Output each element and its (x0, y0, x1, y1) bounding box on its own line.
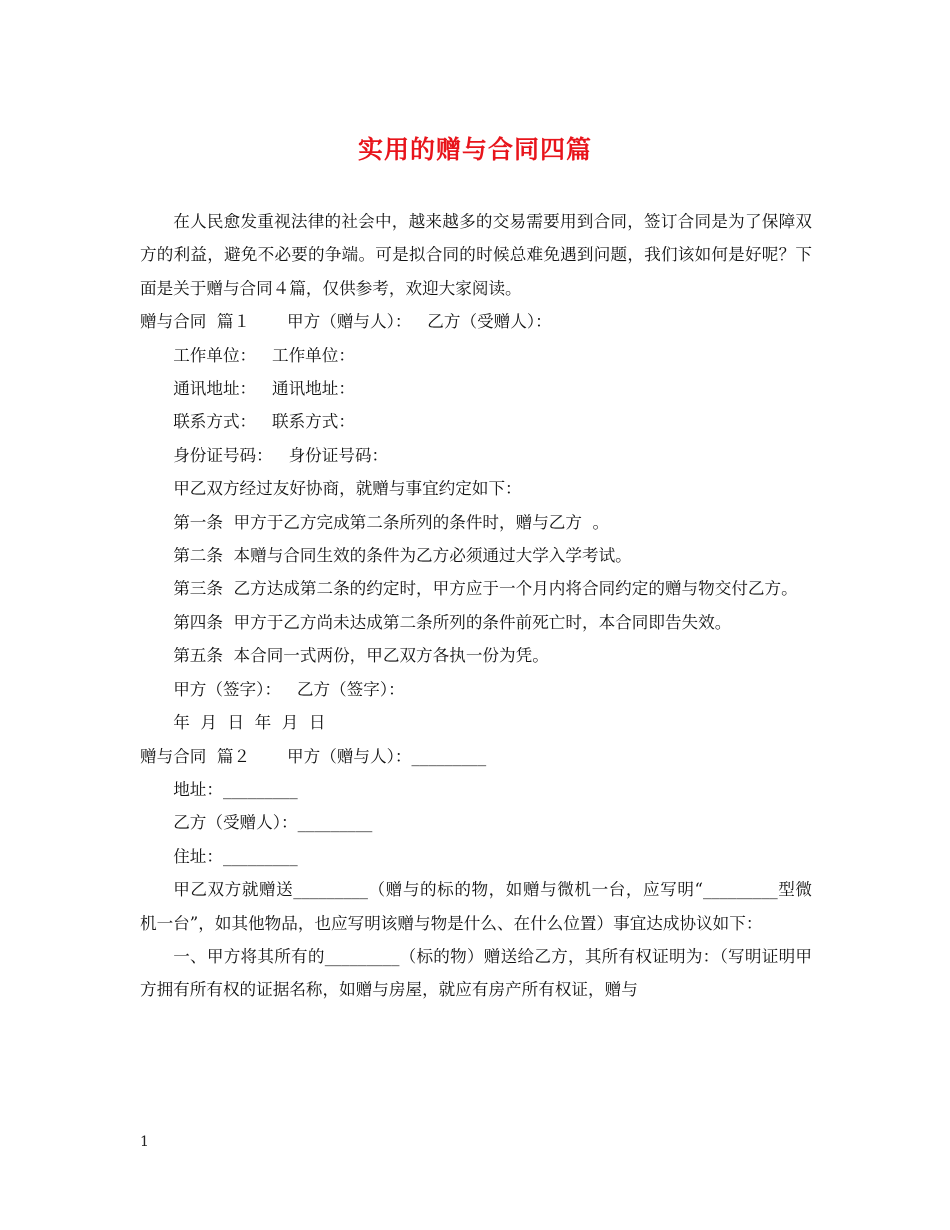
paragraph: 第二条 本赠与合同生效的条件为乙方必须通过大学入学考试。 (173, 546, 632, 566)
paragraph: 工作单位： 工作单位： (173, 345, 355, 365)
paragraph: 地址：_________ (173, 779, 298, 799)
paragraph: 住址：_________ (173, 846, 298, 866)
paragraph: 通讯地址： 通讯地址： (173, 379, 355, 399)
paragraph: 年 月 日 年 月 日 (173, 713, 326, 733)
paragraph: 第五条 本合同一式两份，甲乙双方各执一份为凭。 (173, 646, 549, 666)
paragraph: 赠与合同 篇２ 甲方（赠与人）：_________ (140, 746, 487, 766)
paragraph: 身份证号码： 身份证号码： (173, 445, 389, 465)
paragraph: 第三条 乙方达成第二条的约定时，甲方应于一个月内将合同约定的赠与物交付乙方。 (173, 579, 798, 599)
paragraph: 乙方（受赠人）：_________ (173, 813, 373, 833)
page-number: 1 (140, 1134, 149, 1150)
paragraph: 甲乙双方经过友好协商，就赠与事宜约定如下： (173, 479, 522, 499)
paragraph: 第一条 甲方于乙方完成第二条所列的条件时，赠与乙方 。 (173, 512, 610, 532)
document-title: 实用的赠与合同四篇 (357, 135, 592, 164)
paragraph: 第四条 甲方于乙方尚未达成第二条所列的条件前死亡时，本合同即告失效。 (173, 612, 732, 632)
paragraph: 赠与合同 篇１ 甲方（赠与人）： 乙方（受赠人）： (140, 312, 552, 332)
paragraph: 甲乙双方就赠送_________（赠与的标的物，如赠与微机一台，应写明“_________型微机一台”，如其他物品，也应写明该赠与物是什么、在什么位置）事宜达成协议如下： (140, 880, 812, 933)
document-body (140, 205, 812, 1007)
paragraph: 联系方式： 联系方式： (173, 412, 355, 432)
paragraph: 一、甲方将其所有的_________（标的物）赠送给乙方，其所有权证明为：（写明证明甲方拥有所有权的证据名称，如赠与房屋，就应有房产所有权证，赠与 (140, 946, 812, 1000)
paragraph: 在人民愈发重视法律的社会中，越来越多的交易需要用到合同，签订合同是为了保障双方的利益，避免不必要的争端。可是拟合同的时候总难免遇到问题，我们该如何是好呢？下面是关于赠与合同４篇，仅供参考，欢迎大家阅读。 (140, 212, 812, 298)
paragraph: 甲方（签字）： 乙方（签字）： (173, 679, 405, 699)
